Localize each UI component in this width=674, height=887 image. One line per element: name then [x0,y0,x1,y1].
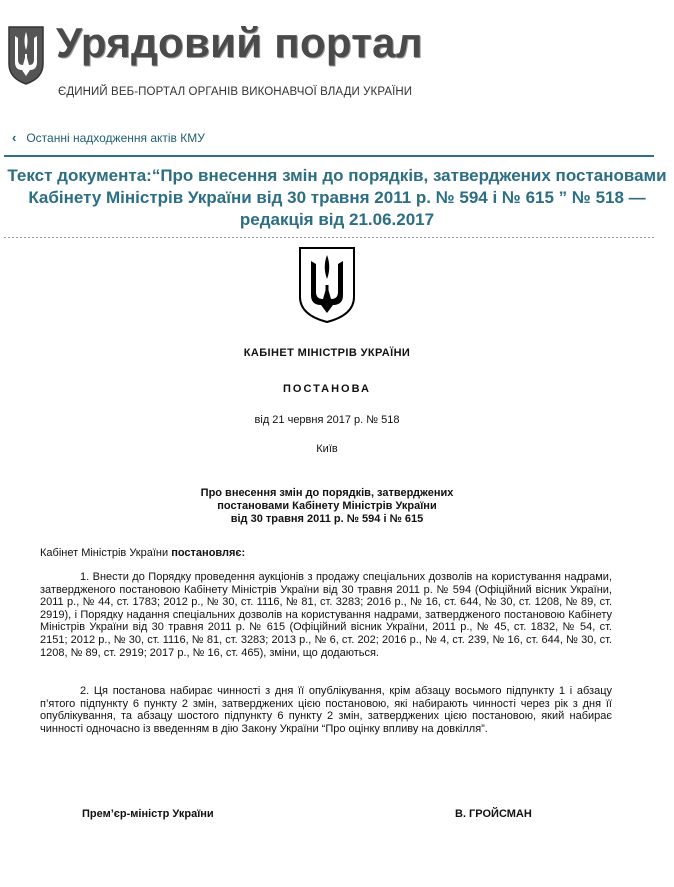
back-link-label[interactable]: Останні надходження актів КМУ [26,130,205,145]
site-header [0,0,674,110]
subject-line-3: від 30 травня 2011 р. № 594 і № 615 [230,513,424,525]
subject-line-1: Про внесення змін до порядків, затверджених [200,487,454,499]
back-link[interactable] [12,130,205,145]
paragraph-1: 1. Внести до Порядку проведення аукціонів з продажу спеціальних дозволів на користування надрами, затвердженого постановою Кабінету Міністрів України від 30 травня 2011 р. № 594 (Офіційний вісник України, 2011 р., № 44, ст. 1783; 2012 р., № 30, ст. 1116, № 81, ст. 3283; 2016 р., № 16, ст. 644, № 30, ст. 1208, № 89, ст. 2919), і Порядку надання спеціальних дозволів на користування надрами, затвердженого постановою Кабінету Міністрів України від 30 травня 2011 р. № 615 (Офіційний вісник України, 2011 р., № 45, ст. 1832, № 54, ст. 2151; 2012 р., № 30, ст. 1116, № 81, ст. 3283; 2013 р., № 6, ст. 202; 2016 р., № 4, ст. 239, № 16, ст. 644, № 30, ст. 1208, № 89, ст. 2919; 2017 р., № 16, ст. 465), зміни, що додаються. [40,571,612,659]
preamble-text: Кабінет Міністрів України [40,547,172,559]
site-subtitle: ЄДИНИЙ ВЕБ-ПОРТАЛ ОРГАНІВ ВИКОНАВЧОЇ ВЛАДИ УКРАЇНИ [58,86,413,98]
document-date: від 21 червня 2017 р. № 518 [254,414,400,426]
header-divider [4,155,654,157]
document-title: Текст документа:“Про внесення змін до порядків, затверджених постановами Кабінету Міністрів України від 30 травня 2011 р. № 594 і № 615 ” № 518 — редакція від 21.06.2017 [7,166,667,229]
preamble-bold: постановляє: [171,547,246,559]
paragraph-2: 2. Ця постанова набирає чинності з дня її опублікування, крім абзацу восьмого підпункту 1 і абзацу п’ятого підпункту 6 пункту 2 змін, затверджених цією постановою, які набирають чинності через рік з дня її опублікування, та абзацу шостого підпункту 6 пункту 2 змін, затверджених цією постановою, який набирає чинності одночасно із введенням в дію Закону України “Про оцінку впливу на довкілля”. [40,685,612,735]
preamble [40,547,612,560]
trident-icon[interactable] [6,24,46,86]
signer-title: Прем’єр-міністр України [82,808,214,820]
document-type: ПОСТАНОВА [283,383,371,395]
issuer: КАБІНЕТ МІНІСТРІВ УКРАЇНИ [243,347,411,359]
subject-line-2: постановами Кабінету Міністрів України [217,500,437,512]
document-subject [0,487,654,526]
chevron-left-icon: ‹ [12,130,17,145]
site-title[interactable]: Урядовий портал [56,19,423,66]
title-divider [4,237,654,238]
coat-of-arms-icon [297,245,357,325]
signer-name: В. ГРОЙСМАН [455,808,532,820]
document-city: Київ [316,443,338,455]
